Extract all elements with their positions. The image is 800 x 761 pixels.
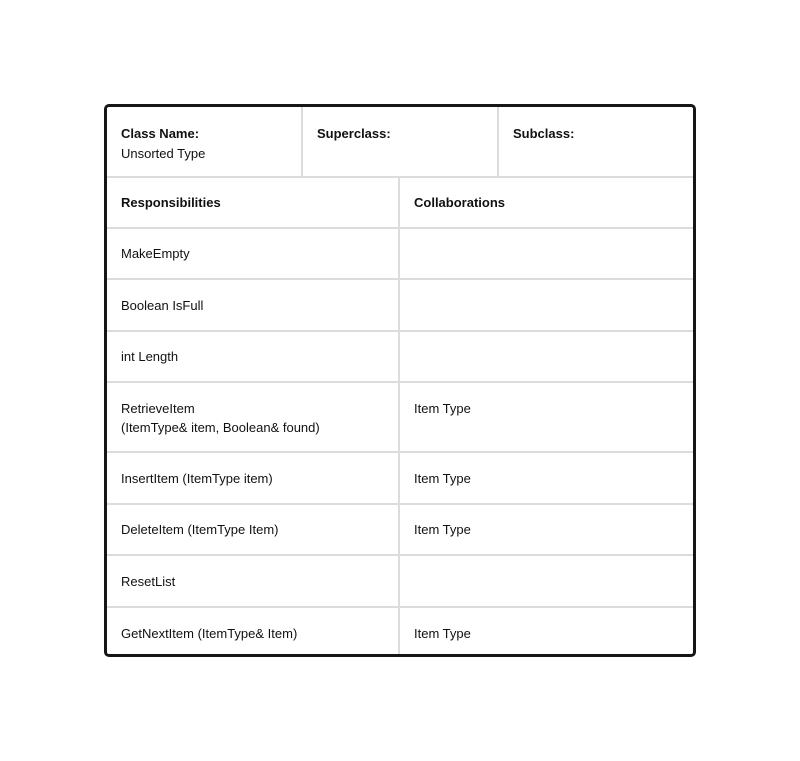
collaborations-header: Collaborations — [414, 195, 506, 210]
class-name-label: Class Name: — [121, 126, 200, 141]
collaboration-cell: Item Type — [414, 401, 471, 416]
responsibilities-table — [107, 178, 693, 657]
table-row — [107, 332, 693, 383]
card-header — [107, 107, 693, 178]
collaboration-cell — [400, 332, 693, 381]
responsibility-cell: DeleteItem (ItemType Item) — [107, 505, 400, 554]
collaboration-cell — [400, 280, 693, 330]
table-row — [107, 229, 693, 280]
responsibility-cell: Boolean IsFull — [107, 280, 400, 330]
subclass-label: Subclass: — [513, 126, 575, 141]
responsibility-cell: MakeEmpty — [107, 229, 400, 278]
superclass-label: Superclass: — [317, 126, 391, 141]
responsibilities-header: Responsibilities — [107, 178, 400, 227]
class-name-cell — [107, 107, 303, 176]
crc-card — [104, 104, 696, 657]
responsibility-cell: int Length — [107, 332, 400, 381]
table-row — [107, 453, 693, 505]
collaboration-cell: Item Type — [414, 522, 471, 537]
responsibility-cell: RetrieveItem (ItemType& item, Boolean& found) — [107, 383, 400, 451]
table-header-row — [107, 178, 693, 229]
responsibility-cell: InsertItem (ItemType item) — [107, 453, 400, 503]
collaboration-cell — [400, 229, 693, 278]
collaboration-cell — [400, 556, 693, 606]
collaboration-cell: Item Type — [414, 470, 471, 486]
responsibility-cell: GetNextItem (ItemType& Item) — [107, 608, 400, 657]
table-row — [107, 556, 693, 608]
table-row — [107, 383, 693, 453]
table-row — [107, 280, 693, 332]
superclass-cell — [303, 107, 499, 176]
collaboration-cell: Item Type — [414, 626, 471, 641]
subclass-cell — [499, 107, 693, 176]
table-row — [107, 505, 693, 556]
responsibility-cell: ResetList — [107, 556, 400, 606]
table-row — [107, 608, 693, 657]
class-name-value: Unsorted Type — [121, 146, 206, 161]
